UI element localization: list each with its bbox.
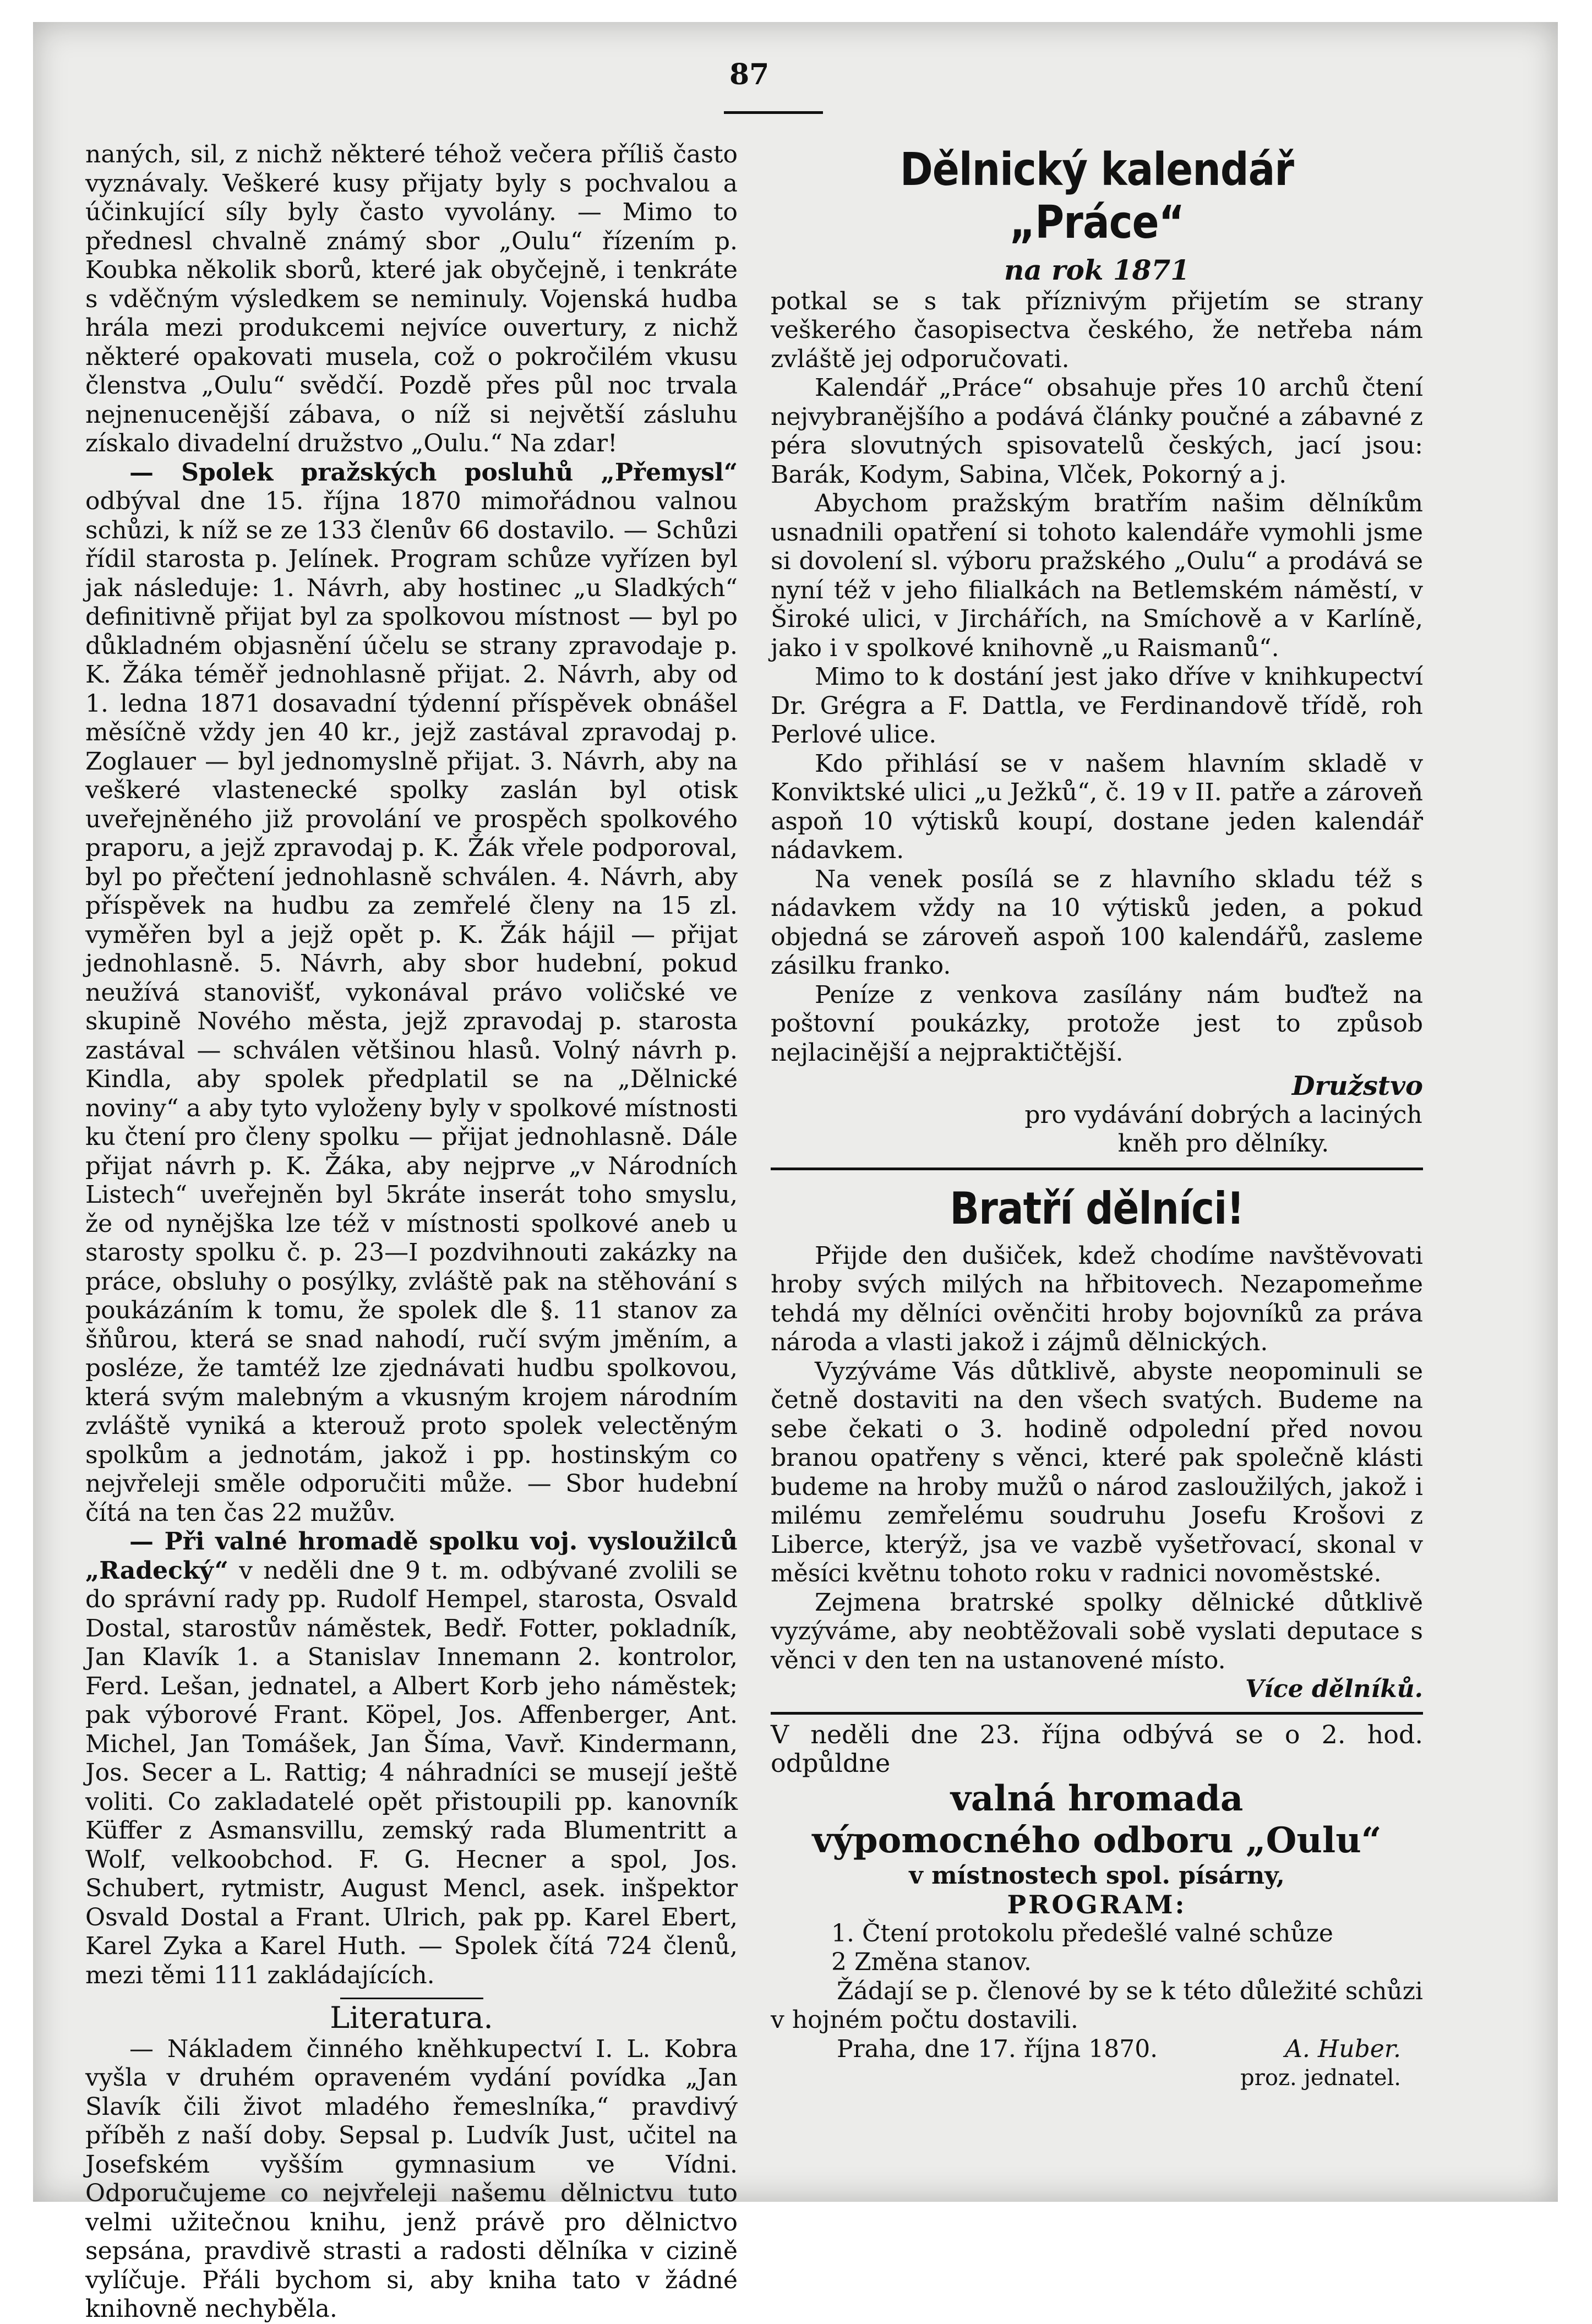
calendar-ad-paragraph-3: Abychom pražským bratřím našim dělníkům usnadnili opatření si tohoto kalendáře vymohli jsme si dovolení sl. výboru pražského „Oulu“ a prodává se nyní též v jeho filialkách na Betlemském náměstí, v Široké ulici, v Jirchářích, na Smíchově a v Karlíně, jako i v spolkové knihovně „u Raismanů“. [771, 489, 1423, 662]
meeting-signature-role: proz. jednatel. [1240, 2065, 1401, 2091]
workers-appeal-paragraph-1: Přijde den dušiček, kdež chodíme navštěvovati hroby svých milých na hřbitovech. Nezapomeňme tehdá my dělníci ověnčiti hroby bojovníků za práva národa a vlasti jakož i zájmů dělnických. [771, 1241, 1423, 1356]
calendar-ad-title: Dělnický kalendář „Práce“ [899, 144, 1294, 249]
calendar-ad-paragraph-7: Peníze z venkova zasílány nám buďtež na poštovní poukázky, protože jest to způsob nejlacinější a nejpraktičtější. [771, 980, 1423, 1067]
calendar-ad-paragraph-4: Mimo to k dostání jest jako dříve v knihkupectví Dr. Grégra a F. Dattla, ve Ferdinandově třídě, roh Perlové ulice. [771, 663, 1423, 749]
workers-appeal-signature: Více dělníků. [1245, 1675, 1423, 1703]
meeting-title-2: výpomocného odboru „Oulu“ [812, 1819, 1382, 1861]
premysl-heading: — Spolek pražských posluhů „Přemysl“ [129, 458, 738, 487]
divider [771, 1168, 1423, 1170]
right-column [771, 140, 1423, 2093]
calendar-ad-paragraph-6: Na venek posílá se z hlavního skladu též s nádavkem vždy na 10 výtisků jeden, a pokud objedná se zároveň aspoň 100 kalendářů, zasleme zásilku franko. [771, 865, 1423, 980]
divider [340, 1998, 483, 1999]
left-column [85, 140, 738, 2324]
meeting-date: Praha, dne 17. října 1870. [837, 2034, 1158, 2063]
radecky-report [85, 1527, 738, 1990]
meeting-request: Žádají se p. členové by se k této důležité schůzi v hojném počtu dostavili. [771, 1977, 1423, 2034]
meeting-footer [771, 2035, 1423, 2064]
list-item: 2 Změna stanov. [831, 1948, 1032, 1976]
radecky-body: v neděli dne 9 t. m. odbývané zvolili se do správní rady pp. Rudolf Hempel, starosta, Osvald Dostal, starostův náměstek, Bedř. Fotter, pokladník, Jan Klavík 1. a Stanislav Innemann 2. kontrolor, Ferd. Lešan, jednatel, a Albert Korb jeho náměstek; pak výborové Frant. Köpel, Jos. Affenberger, Ant. Michel, Jan Tomášek, Jan Šíma, Vavř. Kindermann, Jos. Secer a L. Rattig; 4 náhradníci se musejí ještě voliti. Co zakladatelé opět přistoupili pp. kanovník Küffer z Asmansvillu, zemský rada Blumentritt a Wolf, velkoobchod. F. G. Hecner a spol, Jos. Schubert, rytmistr, August Mencl, asek. inšpektor Osvald Dostal a Frant. Ulrich, pak pp. Karel Ebert, Karel Zyka a Karel Huth. — Spolek čítá 724 členů, mezi těmi 111 zakládajících. [85, 1556, 738, 1989]
calendar-ad-subtitle: na rok 1871 [1004, 254, 1190, 286]
meeting-program-heading: PROGRAM: [1007, 1890, 1187, 1919]
workers-appeal-paragraph-3: Zejmena bratrské spolky dělnické důtklivě vyzýváme, aby neobtěžovali sobě vyslati deputace s věnci v den ten na ustanovené místo. [771, 1588, 1423, 1674]
calendar-ad-signature-sub: pro vydávání dobrých a laciných kněh pro dělníky. [1024, 1100, 1422, 1158]
calendar-ad-signature: Družstvo [1291, 1071, 1423, 1101]
workers-appeal-title: Bratří dělníci! [950, 1182, 1244, 1234]
radecky-heading: — Při valné hromadě spolku voj. vysloužilců „Radecký“ [85, 1527, 738, 1585]
literature-note: — Nákladem činného kněhkupectví I. L. Kobra vyšla v druhém opraveném vydání povídka „Jan Slavík čili život mladého řemeslníka,“ pravdivý příběh z naší doby. Sepsal p. Ludvík Just, učitel na Josefském vyšším gymnasium ve Vídni. Odporučujeme co nejvřeleji našemu dělnictvu tuto velmi užitečnou knihu, jenž právě pro dělnictvo sepsána, pravdivě strasti a radosti dělníka v cizině vylíčuje. Přáli bychom si, aby kniha tato v žádné knihovně nechyběla. [85, 2034, 738, 2323]
meeting-place: v místnostech spol. písárny, [909, 1861, 1285, 1890]
calendar-ad-paragraph-1: potkal se s tak příznivým přijetím se strany veškerého časopisectva českého, že netřeba nám zvláště jej odporučovati. [771, 287, 1423, 373]
calendar-ad-paragraph-2: Kalendář „Práce“ obsahuje přes 10 archů čtení nejvybranějšího a podává články poučné a zábavné z péra slovutných spisovatelů českých, jací jsou: Barák, Kodym, Sabina, Vlček, Pokorný a j. [771, 374, 1423, 489]
list-item: 1. Čtení protokolu předešlé valné schůze [831, 1919, 1333, 1947]
premysl-report [85, 459, 738, 1528]
divider [771, 1712, 1423, 1715]
page-number: 87 [729, 58, 770, 91]
calendar-ad-paragraph-5: Kdo přihlásí se v našem hlavním skladě v Konviktské ulici „u Ježků“, č. 19 v II. patře a zároveň aspoň 10 výtisků koupí, dostane jeden kalendář nádavkem. [771, 749, 1423, 864]
literature-heading: Literatura. [330, 2000, 493, 2035]
meeting-program-list [771, 1919, 1423, 1977]
meeting-title-1: valná hromada [950, 1777, 1244, 1819]
meeting-notice-line: V neděli dne 23. října odbývá se o 2. hod. odpůldne [771, 1719, 1423, 1778]
meeting-signature: A. Huber. [1285, 2034, 1401, 2063]
premysl-body: odbýval dne 15. října 1870 mimořádnou valnou schůzi, k níž se ze 133 členův 66 dostavilo. — Schůzi řídil starosta p. Jelínek. Program schůze vyřízen byl jak následuje: 1. Návrh, aby hostinec „u Sladkých“ definitivně přijat byl za spolkovou místnost — byl po důkladném objasnění účelu se strany zpravodaje p. K. Žáka téměř jednohlasně přijat. 2. Návrh, aby od 1. ledna 1871 dosavadní týdenní příspěvek obnášel měsíčně vždy jen 40 kr., jejž zastával zpravodaj p. Zoglauer — byl jednomyslně přijat. 3. Návrh, aby na veškeré vlastenecké spolky zaslán byl otisk uveřejněného již provolání ve prospěch spolkového praporu, a jejž zpravodaj p. K. Žák vřele podporoval, byl po přečtení jednohlasně schválen. 4. Návrh, aby příspěvek na hudbu za zemřelé členy na 15 zl. vyměřen byl a jejž opět p. K. Žák hájil — přijat jednohlasně. 5. Návrh, aby sbor hudební, pokud neužívá stanovišť, vykonával právo voličské ve skupině Nového města, jejž zpravodaj p. starosta zastával — schválen většinou hlasů. Volný návrh p. Kindla, aby spolek předplatil se na „Dělnické noviny“ a aby tyto vyloženy byly v spolkové místnosti ku čtení pro členy spolku — přijat jednohlasně. Dále přijat návrh p. K. Žáka, aby nejprve „v Národních Listech“ uveřejněn byl 5kráte inserát toho smyslu, že od nynějška lze též v místnosti spolkové aneb u starosty spolku č. p. 23—I pozdvihnouti zakázky na práce, obsluhy o posýlky, zvláště pak na stěhování s poukázáním k tomu, že spolek dle §. 11 stanov za šňůrou, která se snad nahodí, ručí svým jměním, a posléze, že tamtéž lze zjednávati hudbu spolkovou, která svým malebným a vkusným krojem národním zvláště vyniká a kterouž proto spolek velectěným spolkům a jednotám, jakož i pp. hostinským co nejvřeleji směle odporučiti může. — Sbor hudební čítá na ten čas 22 mužův. [85, 487, 738, 1527]
workers-appeal-paragraph-2: Vyzýváme Vás důtklivě, abyste neopominuli se četně dostaviti na den všech svatých. Budeme na sebe čekati o 3. hodině odpolední před novou branou opatřeny s věnci, které pak společně klásti budeme na hroby mužů o národ zasloužilých, jakož i milému zemřelému soudruhu Josefu Krošovi z Liberce, kterýž, jsa ve vazbě vyšetřovací, skonal v měsíci květnu tohoto roku v radnici novoměstské. [771, 1357, 1423, 1587]
page-number-rule [724, 111, 823, 114]
concert-report: naných, sil, z nichž některé téhož večera příliš často vyznávaly. Veškeré kusy přijaty byly s pochvalou a účinkující síly byly často vyvolány. — Mimo to přednesl chvalně známý sbor „Oulu“ řízením p. Koubka několik sborů, které jak obyčejně, i tenkráte s vděčným výsledkem se neminuly. Vojenská hudba hrála mezi produkcemi nejvíce ouvertury, z nichž některé opakovati musela, což o pokročilém vkusu členstva „Oulu“ svědčí. Pozdě přes půl noc trvala nejnenucenější zábava, o níž si největší zásluhu získalo divadelní družstvo „Oulu.“ Na zdar! [85, 140, 738, 457]
